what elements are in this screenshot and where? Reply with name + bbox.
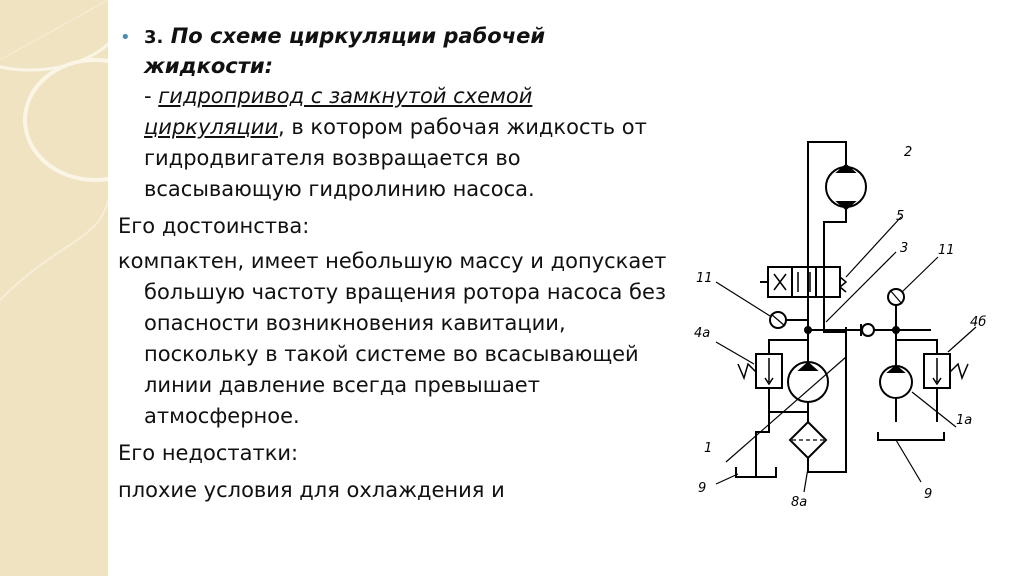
- heading-line-1: По схеме циркуляции рабочей: [170, 24, 546, 48]
- term-line-2: циркуляции: [144, 115, 279, 139]
- label-2: 2: [904, 145, 913, 160]
- label-9-left: 9: [698, 481, 707, 496]
- hydraulic-schematic: [686, 132, 986, 512]
- disadvantages-text: плохие условия для охлаждения и: [118, 478, 505, 502]
- heading-line-2: жидкости:: [144, 54, 273, 78]
- label-9-right: 9: [924, 487, 933, 502]
- advantages-label: Его достоинства:: [118, 214, 310, 238]
- label-1: 1: [704, 441, 713, 456]
- section-number: 3.: [144, 27, 164, 48]
- bullet-icon: •: [120, 27, 131, 48]
- disadvantages-label: Его недостатки:: [118, 441, 299, 465]
- definition: [144, 81, 678, 205]
- label-8a: 8а: [791, 495, 808, 510]
- section-heading: [144, 22, 678, 81]
- label-11-left: 11: [696, 271, 713, 286]
- bullet-item: [118, 22, 678, 205]
- label-3: 3: [900, 241, 909, 256]
- term-line-1: гидропривод с замкнутой схемой: [158, 84, 533, 108]
- decorative-curves: [0, 0, 108, 576]
- label-4b: 4б: [970, 315, 986, 330]
- directional-valve-symbol: [768, 267, 840, 297]
- label-11-right: 11: [938, 243, 955, 258]
- advantages-text: компактен, имеет небольшую массу и допускает большую частоту вращения ротора насоса без опасности возникновения кавитации, поскольку в такой системе во всасывающей линии давление всегда превышает атмосферное.: [118, 249, 667, 428]
- slide-text: [118, 22, 678, 506]
- label-4a: 4а: [694, 326, 711, 341]
- definition-rest: жидкость от гидродвигателя возвращается во всасывающую гидролинию насоса.: [144, 115, 647, 201]
- definition-first: , в котором рабочая: [278, 115, 500, 139]
- decorative-side-panel: [0, 0, 108, 576]
- schematic-drawing: [686, 132, 986, 512]
- dash: -: [144, 84, 152, 108]
- label-1a: 1а: [956, 413, 973, 428]
- label-5: 5: [896, 209, 905, 224]
